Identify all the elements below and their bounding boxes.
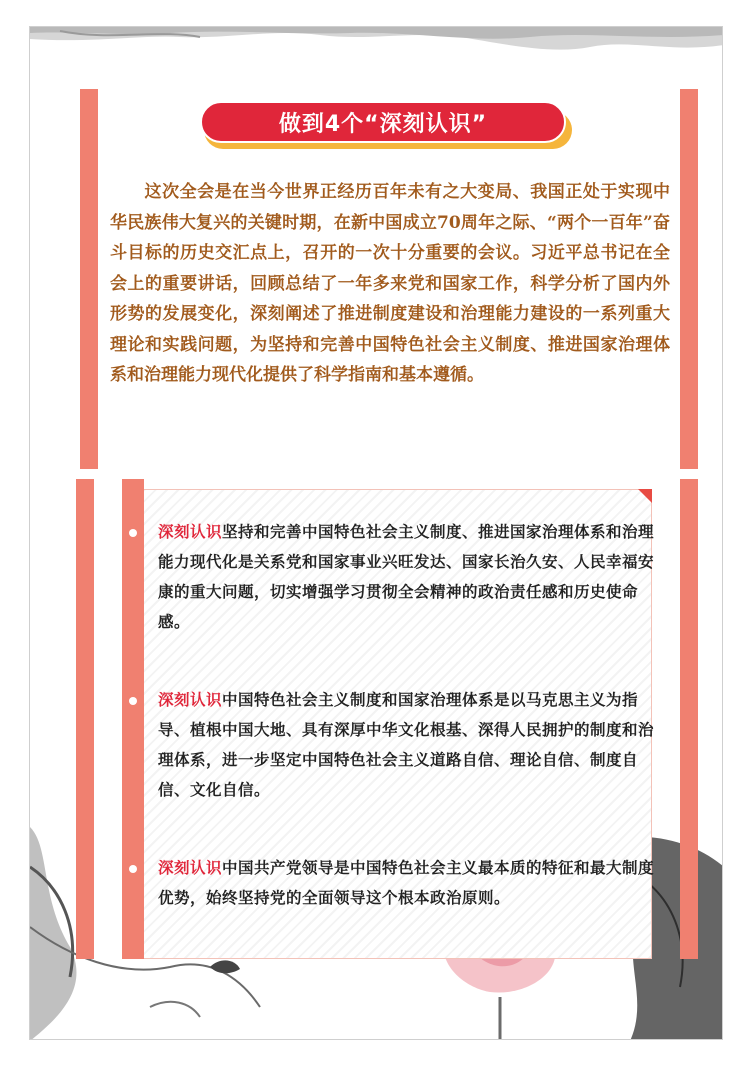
point-text: 中国特色社会主义制度和国家治理体系是以马克思主义为指导、植根中国大地、具有深厚中华文化根基、深得人民拥护的制度和治理体系，进一步坚定中国特色社会主义道路自信、理论自信、制度自信、文化自信。 <box>158 691 655 799</box>
title-banner <box>200 101 572 149</box>
card-left-bar <box>122 479 144 959</box>
bullet-dot <box>129 865 137 873</box>
bullet-dot <box>129 529 137 537</box>
ink-wash-top <box>30 27 723 87</box>
points-section <box>76 479 698 959</box>
left-accent-bar <box>80 89 98 469</box>
page-title: 做到4个“深刻认识” <box>200 101 566 143</box>
left-accent-bar <box>76 479 94 959</box>
list-item <box>158 685 658 805</box>
intro-paragraph <box>110 177 670 391</box>
point-text: 坚持和完善中国特色社会主义制度、推进国家治理体系和治理能力现代化是关系党和国家事业兴旺发达、国家长治久安、人民幸福安康的重大问题，切实增强学习贯彻全会精神的政治责任感和历史使命感。 <box>158 523 655 631</box>
point-keyword: 深刻认识 <box>158 859 223 877</box>
poster-frame <box>29 26 723 1040</box>
bullet-dot <box>129 697 137 705</box>
intro-text: 这次全会是在当今世界正经历百年未有之大变局、我国正处于实现中华民族伟大复兴的关键时期，在新中国成立70周年之际、“两个一百年”奋斗目标的历史交汇点上，召开的一次十分重要的会议。习近平总书记在全会上的重要讲话，回顾总结了一年多来党和国家工作，科学分析了国内外形势的发展变化，深刻阐述了推进制度建设和治理能力建设的一系列重大理论和实践问题，为坚持和完善中国特色社会主义制度、推进国家治理体系和治理能力现代化提供了科学指南和基本遵循。 <box>110 182 670 385</box>
point-keyword: 深刻认识 <box>158 691 223 709</box>
point-text: 中国共产党领导是中国特色社会主义最本质的特征和最大制度优势，始终坚持党的全面领导这个根本政治原则。 <box>158 859 655 907</box>
list-item <box>158 517 658 637</box>
card-corner-fold <box>638 489 652 503</box>
intro-section <box>80 89 692 469</box>
list-item <box>158 853 658 913</box>
right-accent-bar <box>680 479 698 959</box>
right-accent-bar <box>680 89 698 469</box>
point-keyword: 深刻认识 <box>158 523 223 541</box>
